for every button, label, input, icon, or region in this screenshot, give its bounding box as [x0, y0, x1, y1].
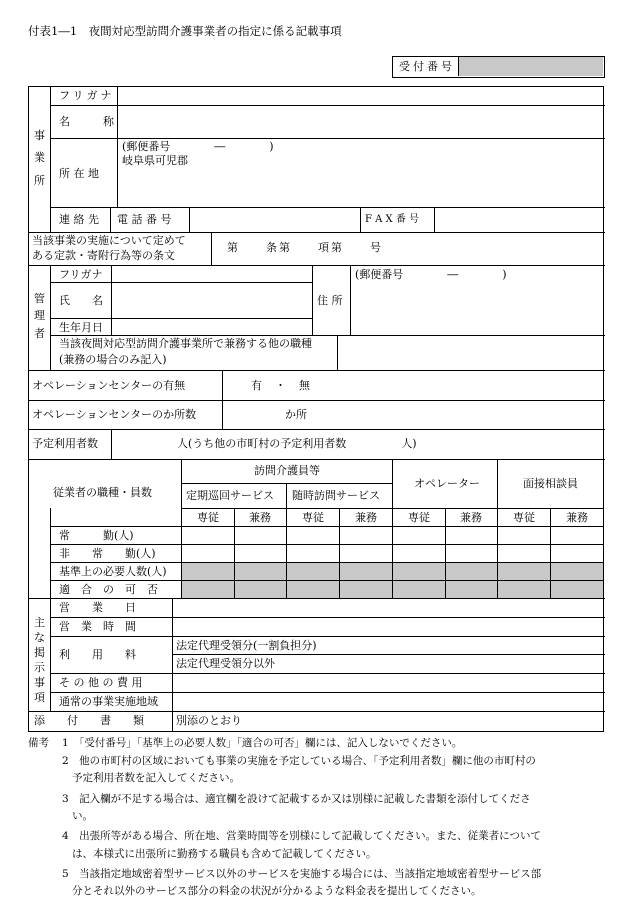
manager-other-duty-1: 当該夜間対応型訪問介護事業所で兼務する他の職種 [59, 337, 312, 350]
manager-address-label: 住 所 [317, 294, 343, 307]
staff-row-conformity: 適 合 の 可 否 [59, 583, 158, 596]
service-area-label: 通常の事業実施地域 [59, 695, 158, 708]
contact-label: 連 絡 先 [59, 213, 99, 226]
col-full-time-4: 専従 [513, 511, 535, 524]
staff-row-part-time: 非 常 勤(人) [59, 547, 156, 560]
articles-label-2: ある定款・寄附行為等の条文 [32, 249, 175, 262]
col-part-time-1: 兼務 [249, 511, 271, 524]
note-3: 3 記入欄が不足する場合は、適宜欄を設けて記載するか又は別様に記載した書類を添付してくださ [62, 793, 531, 805]
attachment-label: 添 付 書 類 [34, 714, 144, 727]
phone-label: 電 話 番 号 [117, 213, 172, 226]
note-3-cont: い。 [72, 810, 93, 822]
staff-row-full-time: 常 勤(人) [59, 529, 134, 542]
fax-label: F A X 番 号 [365, 214, 419, 225]
operator-label: オペレーター [414, 477, 480, 490]
business-address-label: 所 在 地 [59, 167, 99, 180]
page-title: 付表1―1 夜間対応型訪問介護事業者の指定に係る記載事項 [28, 24, 342, 38]
planned-users-label: 予定利用者数 [32, 437, 98, 450]
manager-postal: (郵便番号 ― ) [355, 268, 507, 281]
articles-label-1: 当該事業の実施について定めて [32, 234, 186, 247]
business-hours-label: 営 業 時 間 [59, 620, 136, 633]
col-part-time-2: 兼務 [355, 511, 377, 524]
business-address-value: 岐阜県可児郡 [122, 154, 188, 167]
manager-group-label: 管 [34, 292, 45, 305]
operation-center-presence-label: オペレーションセンターの有無 [32, 379, 186, 392]
receipt-number-box [392, 56, 605, 78]
manager-name-label: 氏 名 [59, 294, 103, 307]
manager-furigana-label: フリガナ [59, 268, 103, 281]
interviewer-label: 面接相談員 [523, 477, 578, 490]
attachment-value: 別添のとおり [176, 714, 242, 727]
note-4-cont: は、本様式に出張所に勤務する職員も含めて記載してください。 [72, 848, 377, 860]
notes-heading: 備考 [28, 737, 49, 749]
business-postal: (郵便番号 ― ) [122, 140, 274, 153]
operation-center-count-value: か所 [285, 408, 307, 421]
operation-center-count-label: オペレーションセンターのか所数 [32, 408, 197, 421]
operation-center-presence-value[interactable]: 有 ・ 無 [251, 379, 311, 392]
note-5-cont: 分とそれ以外のサービス部分の料金の状況が分かるような料金表を提出してください。 [72, 885, 482, 897]
note-2-cont: 予定利用者数を記入してください。 [72, 772, 240, 784]
note-5: 5 当該指定地域密着型サービス以外のサービスを実施する場合には、当該指定地域密着型サービス部 [62, 868, 542, 880]
fees-label: 利 用 料 [59, 648, 136, 661]
business-days-label: 営 業 日 [59, 601, 136, 614]
fee-option-1: 法定代理受領分(一割負担分) [176, 639, 317, 652]
business-furigana-label: フリガナ [59, 89, 115, 102]
col-full-time-1: 専従 [197, 511, 219, 524]
regular-patrol-label: 定期巡回サービス [186, 489, 274, 502]
business-group-label: 事 [34, 129, 45, 142]
manager-birth-label: 生年月日 [59, 321, 103, 334]
col-part-time-3: 兼務 [460, 511, 482, 524]
fee-option-2: 法定代理受領分以外 [176, 657, 275, 670]
receipt-number-label: 受付番号 [399, 60, 455, 73]
col-full-time-3: 専従 [408, 511, 430, 524]
business-name-label: 名 称 [59, 115, 114, 128]
note-4: 4 出張所等がある場合、所在地、営業時間等を別様にして記載してください。また、従業者について [62, 830, 541, 842]
planned-users-value: 人(うち他の市町村の予定利用者数 人) [177, 437, 417, 450]
manager-other-duty-2: (兼務の場合のみ記入) [59, 353, 167, 366]
form-table: 事 業 所 フリガナ 名 称 所 在 地 (郵便番号 ― ) 岐阜県可児郡 連 絡 先 電 話 番 号 F A X 番 号 当該事業の実施について定めて ある定款・寄附行為等の条文 第 条第 項第 号 管 理 者 フリガナ 氏 名 生年月日 住 所 (郵便番号 ― ) 当該夜間対応型訪問介護事業所で兼務する他の職種 (兼務の場合のみ記入) オペレーションセンターの有無 有 ・ 無 オペレーションセンターのか所数 か所 予定利用者数 人(うち他の市町村の予定利用者数 人) 従業者の職種・員数 訪問介護員等 定期巡回サービス 随時訪問サービス オペレーター 面接相談員 専従 兼務 専従 兼務 専従 兼務 専従 兼務 常 勤(人) 非 常 勤(人) 基準上の必要人数(人) 適 合 の 可 否 主 な 掲 示 事 項 営 業 日 営 業 時 間 利 用 料 法定代理受領分(一割負担分) 法定代理受領分以外 そ の 他 の 費 用 通常の事業実施地域 添 付 書 類 別添のとおり [28, 86, 604, 732]
note-2: 2 他の市町村の区域においても事業の実施を予定している場合、「予定利用者数」欄に他の市町村の [62, 755, 536, 767]
col-full-time-2: 専従 [302, 511, 324, 524]
staff-header-label: 従業者の職種・員数 [53, 486, 152, 499]
staff-row-required: 基準上の必要人数(人) [59, 565, 167, 578]
visit-group-label: 訪問介護員等 [254, 464, 320, 477]
on-demand-label: 随時訪問サービス [292, 489, 380, 502]
main-items-group-label: 主 [34, 616, 45, 629]
receipt-number-field[interactable] [459, 57, 603, 76]
col-part-time-4: 兼務 [566, 511, 588, 524]
note-1: 1 「受付番号」「基準上の必要人数」「適合の可否」欄には、記入しないでください。 [62, 737, 463, 749]
articles-value: 第 条第 項第 号 [227, 241, 383, 254]
other-costs-label: そ の 他 の 費 用 [59, 676, 143, 689]
